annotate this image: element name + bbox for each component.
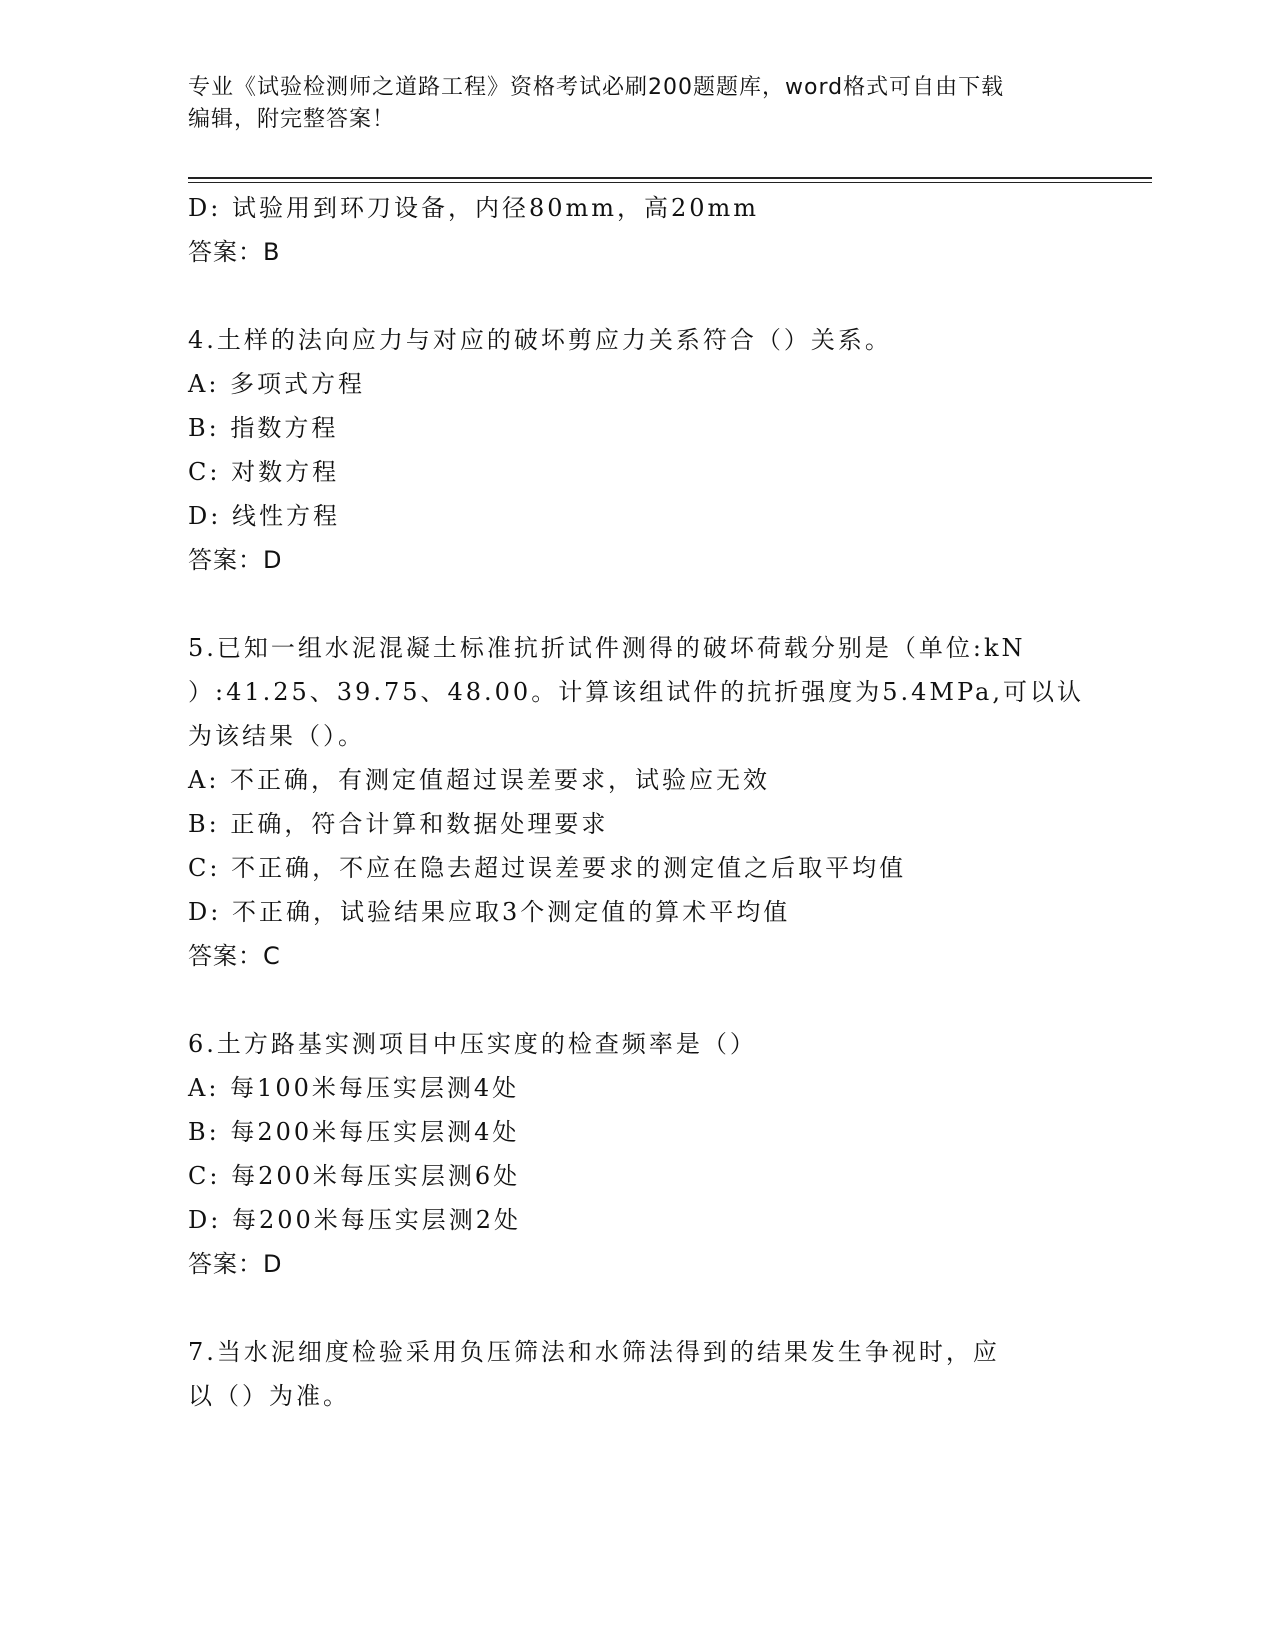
q5-stem-line-1: 5.已知一组水泥混凝土标准抗折试件测得的破坏荷载分别是（单位:kN bbox=[188, 634, 1026, 662]
q6-answer: 答案：D bbox=[188, 1250, 283, 1278]
q5-option-d: D: 不正确，试验结果应取3个测定值的算术平均值 bbox=[188, 898, 791, 926]
q6-option-c: C: 每200米每压实层测6处 bbox=[188, 1162, 521, 1190]
q4-option-c: C: 对数方程 bbox=[188, 458, 340, 486]
q5-option-a: A: 不正确，有测定值超过误差要求，试验应无效 bbox=[188, 766, 771, 794]
q5-option-b: B: 正确，符合计算和数据处理要求 bbox=[188, 810, 609, 838]
q4-option-a: A: 多项式方程 bbox=[188, 370, 366, 398]
q7-stem-line-2: 以（）为准。 bbox=[188, 1382, 350, 1410]
q6-option-d: D: 每200米每压实层测2处 bbox=[188, 1206, 522, 1234]
document-header bbox=[188, 72, 1088, 136]
q6-option-a: A: 每100米每压实层测4处 bbox=[188, 1074, 520, 1102]
q3-option-d: D: 试验用到环刀设备，内径80mm，高20mm bbox=[188, 194, 760, 222]
q5-stem-line-2: ）:41.25、39.75、48.00。计算该组试件的抗折强度为5.4MPa,可以认 bbox=[188, 678, 1084, 706]
q5-option-c: C: 不正确，不应在隐去超过误差要求的测定值之后取平均值 bbox=[188, 854, 907, 882]
q6-stem: 6.土方路基实测项目中压实度的检查频率是（） bbox=[188, 1030, 757, 1058]
q3-answer: 答案：B bbox=[188, 238, 281, 266]
q4-option-b: B: 指数方程 bbox=[188, 414, 339, 442]
q4-option-d: D: 线性方程 bbox=[188, 502, 340, 530]
header-divider bbox=[188, 177, 1152, 183]
q4-stem: 4.土样的法向应力与对应的破坏剪应力关系符合（）关系。 bbox=[188, 326, 892, 354]
header-line-1: 专业《试验检测师之道路工程》资格考试必刷200题题库，word格式可自由下载 bbox=[188, 75, 1005, 100]
q5-stem-line-3: 为该结果（）。 bbox=[188, 722, 365, 750]
q5-answer: 答案：C bbox=[188, 942, 281, 970]
q6-option-b: B: 每200米每压实层测4处 bbox=[188, 1118, 520, 1146]
header-line-2: 编辑，附完整答案！ bbox=[188, 107, 396, 132]
q7-stem-line-1: 7.当水泥细度检验采用负压筛法和水筛法得到的结果发生争视时，应 bbox=[188, 1338, 1000, 1366]
q4-answer: 答案：D bbox=[188, 546, 283, 574]
